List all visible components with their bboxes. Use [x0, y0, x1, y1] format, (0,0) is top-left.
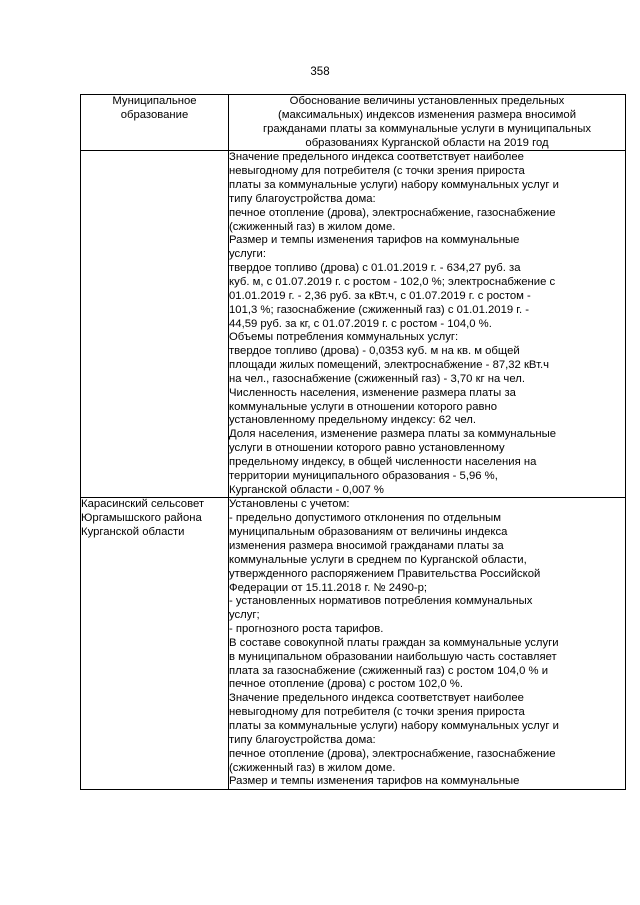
justification-text-line: муниципальным образованиям от величины индекса: [229, 526, 508, 539]
justification-text-line: твердое топливо (дрова) - 0,0353 куб. м на кв. м общей: [229, 345, 520, 358]
justification-text-line: территории муниципального образования - 5,96 %,: [229, 469, 498, 482]
justification-text-line: типу благоустройства дома:: [229, 192, 376, 205]
header-text-line: гражданами платы за коммунальные услуги в муниципальных: [263, 122, 591, 135]
header-text-line: Муниципальное: [112, 95, 197, 107]
justification-text-line: на чел., газоснабжение (сжиженный газ) - 3,70 кг на чел.: [229, 372, 525, 385]
justification-text-line: услуги:: [229, 248, 266, 261]
justification-text-line: платы за коммунальные услуги) набору коммунальных услуг и: [229, 719, 559, 732]
municipality-cell: [81, 151, 229, 498]
justification-text-line: утвержденного распоряжением Правительства Российской: [229, 567, 541, 580]
table-row: [81, 498, 626, 790]
justification-text-line: установленному предельному индексу: 62 чел.: [229, 414, 476, 427]
justification-text-line: печное отопление (дрова), электроснабжение, газоснабжение: [229, 206, 556, 219]
justification-text-line: Значение предельного индекса соответствует наиболее: [229, 692, 524, 705]
justification-text-line: невыгодному для потребителя (с точки зрения прироста: [229, 165, 525, 178]
header-text-line: образование: [120, 108, 189, 121]
justification-text-line: Курганской области - 0,007 %: [229, 483, 384, 496]
header-justification: [229, 95, 626, 151]
header-text-line: образованиях Курганской области на 2019 год: [305, 136, 549, 149]
justification-text-line: типу благоустройства дома:: [229, 733, 376, 746]
justification-text-line: Численность населения, изменение размера платы за: [229, 386, 516, 399]
justification-text-line: печное отопление (дрова) с ростом 102,0 %.: [229, 678, 463, 691]
justification-text-line: Размер и темпы изменения тарифов на коммунальные: [229, 234, 520, 247]
justification-text-line: изменения размера вносимой гражданами платы за: [229, 540, 504, 552]
table-header-row: [81, 95, 626, 151]
justification-text-line: Доля населения, изменение размера платы за коммунальные: [229, 428, 557, 441]
justification-text-line: 44,59 руб. за кг, с 01.07.2019 г. с ростом - 104,0 %.: [229, 317, 492, 330]
justification-text-line: плата за газоснабжение (сжиженный газ) с ростом 104,0 % и: [229, 664, 549, 677]
justification-text-line: - прогнозного роста тарифов.: [229, 623, 384, 636]
justification-cell: [229, 498, 626, 790]
justification-text-line: - предельно допустимого отклонения по отдельным: [229, 512, 502, 525]
justification-text-line: 101,3 %; газоснабжение (сжиженный газ) с 01.01.2019 г. -: [229, 303, 530, 316]
justification-text-line: услуг;: [229, 609, 260, 622]
municipality-name-line: Курганской области: [81, 526, 185, 539]
justification-text-line: (сжиженный газ) в жилом доме.: [229, 761, 396, 774]
justification-text-line: куб. м, с 01.07.2019 г. с ростом - 102,0 %; электроснабжение с: [229, 275, 556, 288]
tariff-justification-table: [80, 94, 626, 790]
municipality-name-line: Юргамышского района: [81, 512, 202, 525]
header-text-line: (максимальных) индексов изменения размера вносимой: [277, 108, 577, 121]
justification-text-line: Размер и темпы изменения тарифов на коммунальные: [229, 775, 520, 788]
justification-text-line: (сжиженный газ) в жилом доме.: [229, 220, 396, 233]
table-row: [81, 151, 626, 498]
justification-text-line: в муниципальном образовании наибольшую часть составляет: [229, 650, 557, 663]
justification-text-line: Объемы потребления коммунальных услуг:: [229, 331, 459, 344]
justification-text-line: 01.01.2019 г. - 2,36 руб. за кВт.ч, с 01.07.2019 г. с ростом -: [229, 289, 531, 302]
header-municipality: [81, 95, 229, 151]
justification-text-line: печное отопление (дрова), электроснабжение, газоснабжение: [229, 747, 556, 760]
justification-text-line: твердое топливо (дрова) с 01.01.2019 г. - 634,27 руб. за: [229, 262, 521, 275]
justification-text-line: Значение предельного индекса соответствует наиболее: [229, 151, 524, 164]
justification-text-line: предельному индексу, в общей численности населения на: [229, 455, 537, 468]
municipality-name-line: Карасинский сельсовет: [81, 498, 205, 511]
justification-text-line: - установленных нормативов потребления коммунальных: [229, 595, 533, 608]
justification-text-line: коммунальные услуги в среднем по Курганской области,: [229, 553, 527, 566]
justification-text-line: площади жилых помещений, электроснабжение - 87,32 кВт.ч: [229, 359, 550, 372]
header-text-line: Обоснование величины установленных предельных: [289, 95, 565, 107]
justification-text-line: услуги в отношении которого равно установленному: [229, 442, 505, 455]
justification-text-line: платы за коммунальные услуги) набору коммунальных услуг и: [229, 179, 559, 192]
justification-text-line: Федерации от 15.11.2018 г. № 2490-р;: [229, 581, 428, 594]
justification-text-line: коммунальные услуги в отношении которого равно: [229, 400, 498, 413]
justification-cell: [229, 151, 626, 498]
justification-text-line: Установлены с учетом:: [229, 498, 350, 511]
justification-text-line: невыгодному для потребителя (с точки зрения прироста: [229, 706, 525, 719]
page-number: 358: [310, 66, 330, 78]
justification-text-line: В составе совокупной платы граждан за коммунальные услуги: [229, 636, 559, 649]
municipality-cell: [81, 498, 229, 790]
